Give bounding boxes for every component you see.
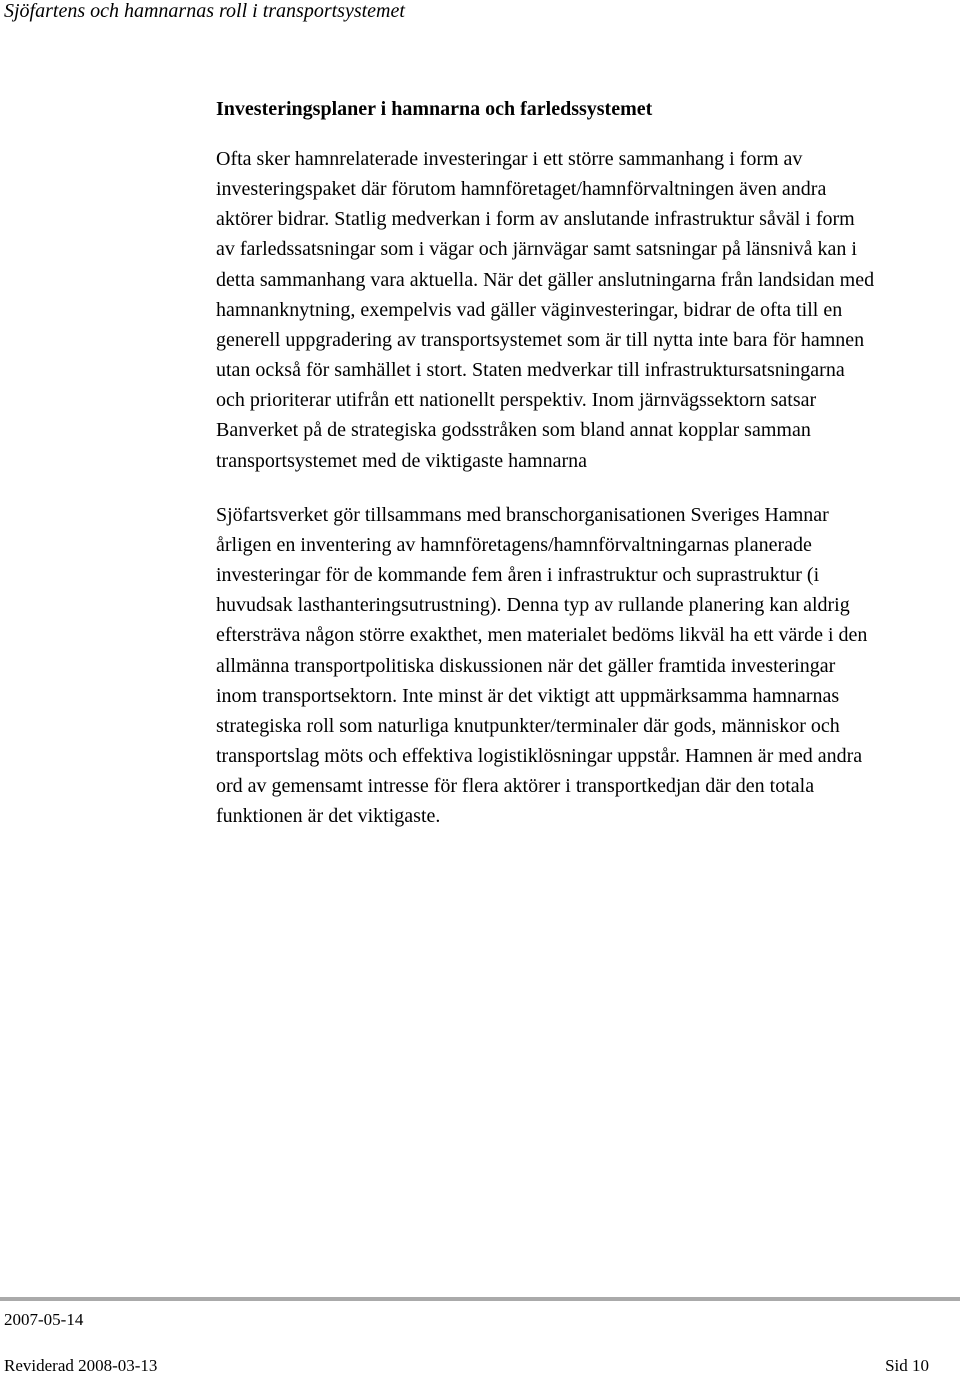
paragraph-line: Ofta sker hamnrelaterade investeringar i ett större sammanhang i form av	[216, 148, 803, 170]
paragraph-1	[216, 144, 956, 476]
paragraph-line: transportslag möts och effektiva logistiklösningar uppstår. Hamnen är med andra	[216, 744, 863, 767]
footer-divider	[0, 1297, 960, 1301]
paragraph-line: och prioriterar utifrån ett nationellt perspektiv. Inom järnvägssektorn satsar	[216, 389, 817, 412]
paragraph-line: årligen en inventering av hamnföretagens/hamnförvaltningarnas planerade	[216, 533, 812, 556]
paragraph-line: detta sammanhang vara aktuella. När det gäller anslutningarna från landsidan med	[216, 268, 875, 291]
paragraph-line: huvudsak lasthanteringsutrustning). Denna typ av rullande planering kan aldrig	[216, 594, 850, 617]
paragraph-line: inom transportsektorn. Inte minst är det viktigt att uppmärksamma hamnarnas	[216, 684, 840, 707]
paragraph-line: Banverket på de strategiska godsstråken som bland annat kopplar samman	[216, 419, 811, 442]
paragraph-line: funktionen är det viktigaste.	[216, 805, 441, 828]
footer-page-number: Sid 10	[885, 1356, 929, 1375]
document-body	[216, 94, 956, 831]
paragraph-line: Sjöfartsverket gör tillsammans med branschorganisationen Sveriges Hamnar	[216, 503, 829, 526]
footer-revised-date: Reviderad 2008-03-13	[4, 1356, 158, 1375]
paragraph-line: eftersträva någon större exakthet, men materialet bedöms likväl ha ett värde i den	[216, 624, 868, 647]
paragraph-line: strategiska roll som naturliga knutpunkter/terminaler där gods, människor och	[216, 714, 840, 737]
paragraph-line: hamnanknytning, exempelvis vad gäller väginvesteringar, bidrar de ofta till en	[216, 298, 843, 321]
paragraph-line: transportsystemet med de viktigaste hamnarna	[216, 449, 588, 472]
paragraph-line: investeringspaket där förutom hamnföretaget/hamnförvaltningen även andra	[216, 178, 827, 201]
paragraph-line: investeringar för de kommande fem åren i infrastruktur och suprastruktur (i	[216, 564, 820, 587]
paragraph-spacer	[216, 476, 956, 500]
paragraph-2	[216, 500, 956, 832]
heading-spacer	[216, 124, 956, 144]
footer-date: 2007-05-14	[4, 1310, 84, 1329]
paragraph-line: allmänna transportpolitiska diskussionen när det gäller framtida investeringar	[216, 654, 836, 677]
section-heading: Investeringsplaner i hamnarna och farledssystemet	[216, 98, 653, 120]
paragraph-line: aktörer bidrar. Statlig medverkan i form av anslutande infrastruktur såväl i form	[216, 208, 855, 231]
paragraph-line: generell uppgradering av transportsystemet som är till nytta inte bara för hamnen	[216, 328, 865, 351]
running-header-title: Sjöfartens och hamnarnas roll i transportsystemet	[4, 0, 405, 22]
paragraph-line: utan också för samhället i stort. Staten medverkar till infrastruktursatsningarna	[216, 359, 845, 382]
paragraph-line: ord av gemensamt intresse för flera aktörer i transportkedjan där den totala	[216, 775, 815, 798]
paragraph-line: av farledssatsningar som i vägar och järnvägar samt satsningar på länsnivå kan i	[216, 238, 857, 261]
